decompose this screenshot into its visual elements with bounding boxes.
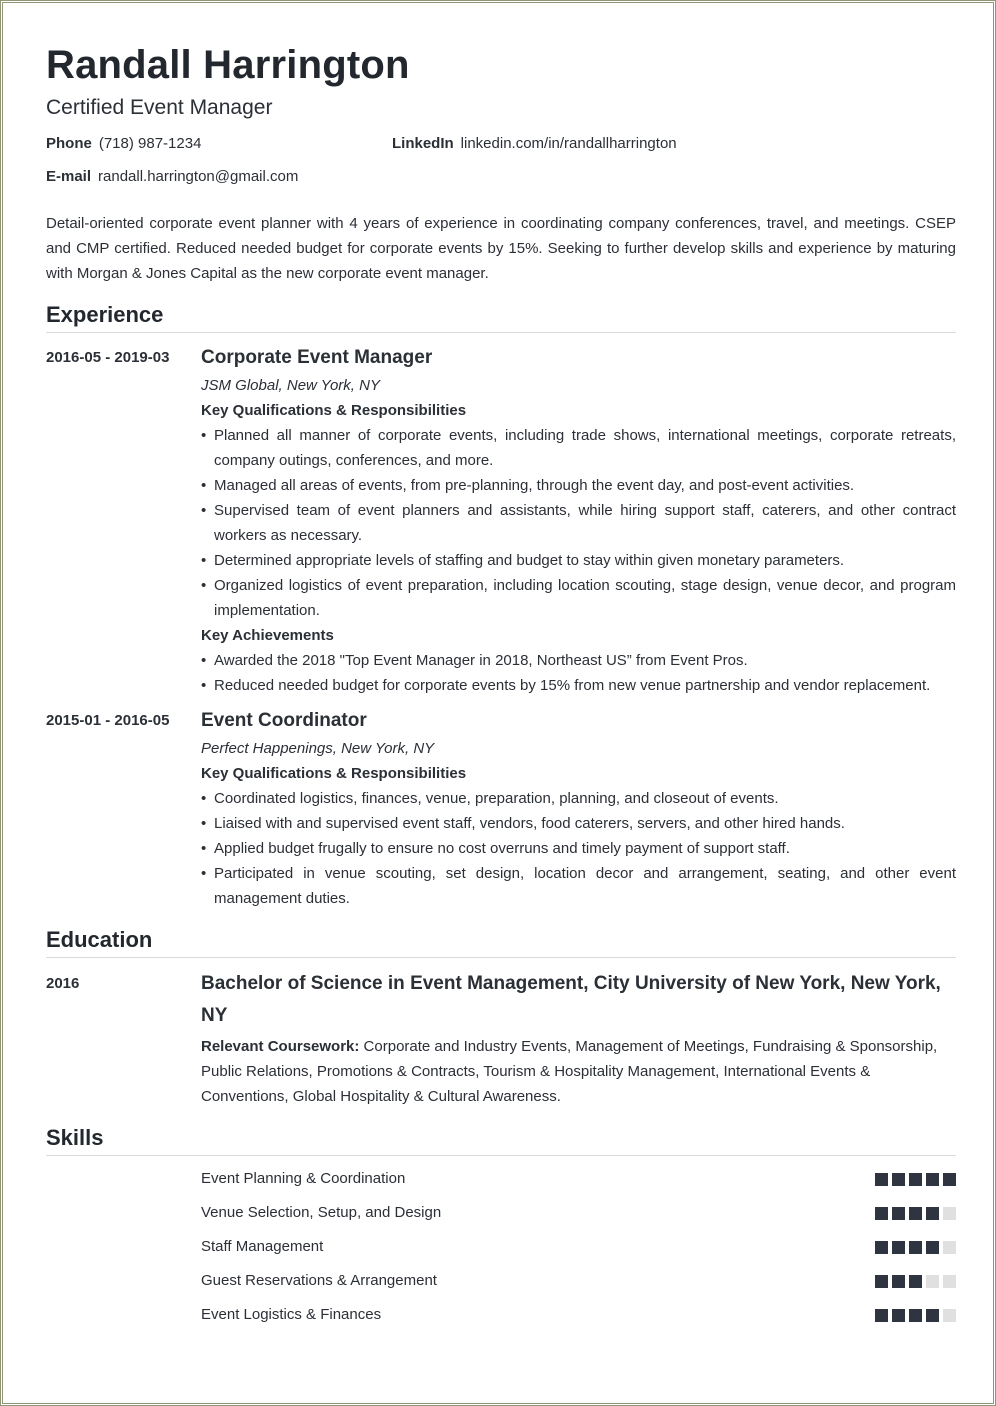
list-item [201, 423, 956, 473]
skills-list [46, 1168, 956, 1338]
list-item [201, 836, 956, 861]
skill-rating [875, 1275, 956, 1288]
skill-row [46, 1236, 956, 1270]
job-company: JSM Global, New York, NY [201, 377, 380, 394]
bullet-icon: • [201, 552, 207, 569]
education-year: 2016 [46, 975, 80, 992]
list-item [201, 811, 956, 836]
job-dates: 2015-01 - 2016-05 [46, 712, 170, 729]
rating-square-filled [875, 1275, 888, 1288]
experience-section [46, 300, 956, 911]
rating-square-filled [909, 1309, 922, 1322]
contact-phone [46, 135, 201, 152]
list-item [201, 648, 956, 673]
job-entry [46, 710, 956, 911]
rating-square-filled [892, 1207, 905, 1220]
contact-email [46, 168, 298, 185]
skill-rating [875, 1173, 956, 1186]
list-item [201, 786, 956, 811]
job-dates: 2016-05 - 2019-03 [46, 349, 170, 366]
education-entry [46, 968, 956, 1109]
job-entry [46, 347, 956, 698]
skill-rating [875, 1309, 956, 1322]
email-label: E-mail [46, 168, 92, 185]
rating-square-filled [926, 1207, 939, 1220]
rating-square-filled [892, 1173, 905, 1186]
linkedin-link[interactable]: linkedin.com/in/randallharrington [460, 135, 677, 152]
rating-square-empty [943, 1207, 956, 1220]
skill-row [46, 1270, 956, 1304]
skill-name: Guest Reservations & Arrangement [201, 1272, 437, 1289]
phone-value: (718) 987-1234 [98, 135, 202, 152]
rating-square-filled [875, 1309, 888, 1322]
coursework-text: Corporate and Industry Events, Management of Meetings, Fundraising & Sponsorship, Public Relations, Promotions & Contracts, Tourism & Hospitality Management, International Events & Conventions, Global Hospitality & Cultural Awareness. [201, 1038, 938, 1105]
list-item-text: Participated in venue scouting, set design, location decor and arrangement, seating, and other event management duties. [214, 865, 956, 907]
skill-name: Venue Selection, Setup, and Design [201, 1204, 442, 1221]
skills-section [46, 1123, 956, 1338]
list-item-text: Liaised with and supervised event staff, vendors, food caterers, servers, and other hired hands. [214, 815, 845, 832]
candidate-title: Certified Event Manager [46, 96, 273, 119]
rating-square-filled [926, 1309, 939, 1322]
achievements-heading: Key Achievements [201, 627, 334, 644]
section-divider [46, 332, 956, 333]
candidate-name: Randall Harrington [46, 43, 410, 87]
rating-square-filled [926, 1241, 939, 1254]
coursework [201, 1034, 956, 1109]
qualifications-heading: Key Qualifications & Responsibilities [201, 402, 467, 419]
skill-row [46, 1304, 956, 1338]
list-item-text: Supervised team of event planners and assistants, while hiring support staff, caterers, and other contract workers as necessary. [214, 502, 956, 544]
list-item [201, 473, 956, 498]
bullet-icon: • [201, 577, 207, 594]
list-item [201, 498, 956, 548]
rating-square-filled [909, 1207, 922, 1220]
rating-square-filled [892, 1309, 905, 1322]
bullet-icon: • [201, 790, 207, 807]
skill-row [46, 1202, 956, 1236]
list-item [201, 861, 956, 911]
bullet-icon: • [201, 815, 207, 832]
rating-square-empty [943, 1309, 956, 1322]
bullet-icon: • [201, 840, 207, 857]
email-link[interactable]: randall.harrington@gmail.com [98, 168, 299, 185]
qualifications-heading: Key Qualifications & Responsibilities [201, 765, 467, 782]
rating-square-empty [943, 1275, 956, 1288]
degree-title: Bachelor of Science in Event Management, City University of New York, New York, NY [201, 973, 941, 1026]
bullet-icon: • [201, 865, 207, 882]
job-company: Perfect Happenings, New York, NY [201, 740, 435, 757]
contact-linkedin [392, 135, 677, 152]
contact-section [46, 133, 956, 203]
skill-rating [875, 1241, 956, 1254]
skill-name: Staff Management [201, 1238, 324, 1255]
coursework-label: Relevant Coursework: [201, 1038, 360, 1055]
rating-square-filled [909, 1241, 922, 1254]
skill-name: Event Logistics & Finances [201, 1306, 382, 1323]
qualifications-list [201, 423, 956, 623]
bullet-icon: • [201, 427, 207, 444]
list-item-text: Organized logistics of event preparation, including location scouting, stage design, venue decor, and program implementation. [214, 577, 956, 619]
bullet-icon: • [201, 502, 207, 519]
rating-square-filled [875, 1241, 888, 1254]
rating-square-filled [875, 1173, 888, 1186]
qualifications-list [201, 786, 956, 911]
skill-name: Event Planning & Coordination [201, 1170, 406, 1187]
list-item-text: Reduced needed budget for corporate events by 15% from new venue partnership and vendor replacement. [214, 677, 931, 694]
rating-square-filled [909, 1275, 922, 1288]
rating-square-filled [875, 1207, 888, 1220]
resume-page [46, 41, 956, 1338]
list-item-text: Coordinated logistics, finances, venue, preparation, planning, and closeout of events. [214, 790, 779, 807]
rating-square-filled [892, 1241, 905, 1254]
rating-square-filled [926, 1173, 939, 1186]
rating-square-filled [909, 1173, 922, 1186]
rating-square-filled [943, 1173, 956, 1186]
phone-label: Phone [46, 135, 92, 152]
bullet-icon: • [201, 677, 207, 694]
achievements-list [201, 648, 956, 698]
skill-rating [875, 1207, 956, 1220]
section-heading-education: Education [46, 927, 153, 952]
list-item-text: Determined appropriate levels of staffing and budget to stay within given monetary parameters. [214, 552, 845, 569]
job-title: Event Coordinator [201, 710, 367, 731]
list-item-text: Applied budget frugally to ensure no cost overruns and timely payment of support staff. [214, 840, 790, 857]
list-item [201, 548, 956, 573]
section-divider [46, 1155, 956, 1156]
list-item-text: Awarded the 2018 "Top Event Manager in 2018, Northeast US” from Event Pros. [214, 652, 748, 669]
rating-square-filled [892, 1275, 905, 1288]
section-heading-skills: Skills [46, 1125, 104, 1150]
linkedin-label: LinkedIn [392, 135, 454, 152]
education-section [46, 925, 956, 1109]
list-item [201, 673, 956, 698]
bullet-icon: • [201, 477, 207, 494]
section-divider [46, 957, 956, 958]
list-item-text: Planned all manner of corporate events, including trade shows, international meetings, corporate retreats, company outings, conferences, and more. [214, 427, 956, 469]
rating-square-empty [943, 1241, 956, 1254]
list-item [201, 573, 956, 623]
section-heading-experience: Experience [46, 302, 164, 327]
rating-square-empty [926, 1275, 939, 1288]
job-title: Corporate Event Manager [201, 347, 433, 368]
skill-row [46, 1168, 956, 1202]
summary-paragraph: Detail-oriented corporate event planner with 4 years of experience in coordinating company conferences, travel, and meetings. CSEP and CMP certified. Reduced needed budget for corporate events by 15%. Seeking to further develop skills and experience by maturing with Morgan & Jones Capital as the new corporate event manager. [46, 215, 956, 282]
bullet-icon: • [201, 652, 207, 669]
list-item-text: Managed all areas of events, from pre-planning, through the event day, and post-event activities. [214, 477, 855, 494]
